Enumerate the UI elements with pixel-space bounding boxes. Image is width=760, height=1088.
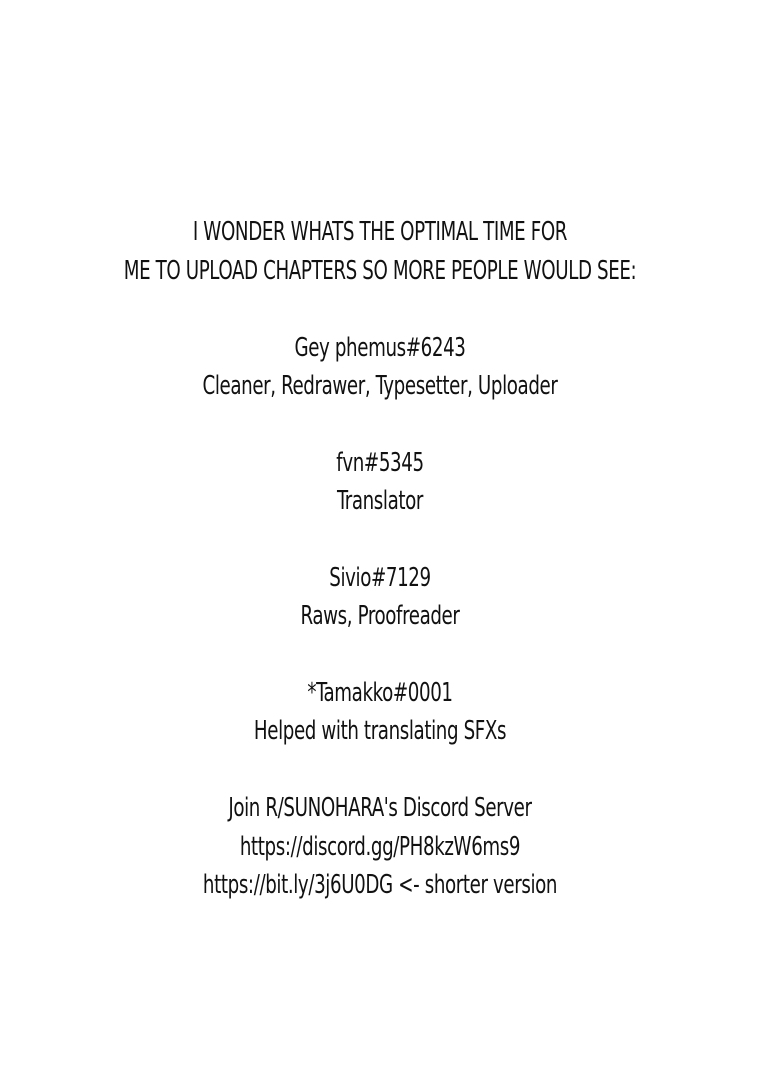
heading-line-1: I WONDER WHATS THE OPTIMAL TIME FOR — [192, 217, 568, 247]
member-roles-2: Translator — [336, 486, 424, 516]
member-handle-2: fvn#5345 — [336, 448, 424, 478]
discord-link-short: https://bit.ly/3j6U0DG <- shorter version — [202, 870, 558, 900]
discord-invite-text: Join R/SUNOHARA's Discord Server — [228, 793, 532, 823]
member-handle-3: Sivio#7129 — [329, 563, 431, 593]
member-roles-4: Helped with translating SFXs — [253, 716, 507, 746]
discord-link-long: https://discord.gg/PH8kzW6ms9 — [239, 832, 521, 862]
member-handle-4: *Tamakko#0001 — [307, 678, 453, 708]
member-handle-1: Gey phemus#6243 — [294, 333, 466, 363]
heading-line-2: ME TO UPLOAD CHAPTERS SO MORE PEOPLE WOULD SEE: — [123, 256, 637, 286]
member-roles-1: Cleaner, Redrawer, Typesetter, Uploader — [202, 371, 558, 401]
member-roles-3: Raws, Proofreader — [300, 601, 460, 631]
